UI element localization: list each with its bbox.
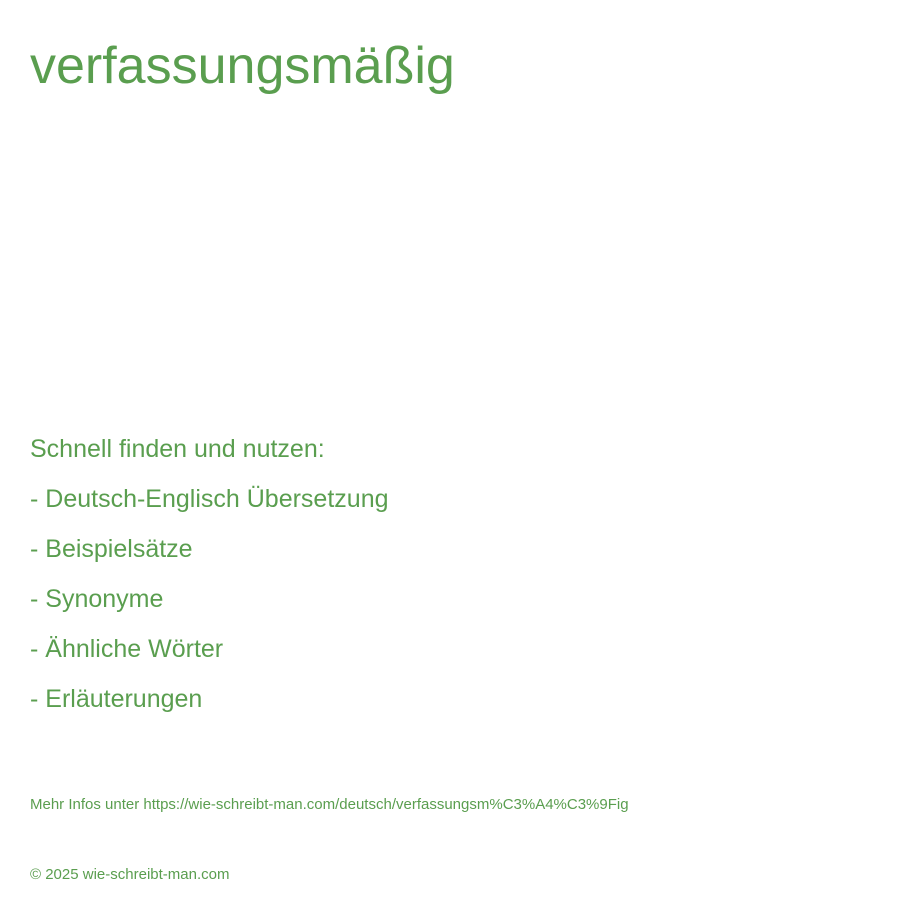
- page-title: verfassungsmäßig: [30, 37, 455, 95]
- more-info-text: Mehr Infos unter https://wie-schreibt-man.com/deutsch/verfassungsm%C3%A4%C3%9Fig: [30, 796, 629, 813]
- feature-item-example-sentences: - Beispielsätze: [30, 535, 193, 563]
- feature-list-heading: Schnell finden und nutzen:: [30, 435, 325, 463]
- feature-item-translation: - Deutsch-Englisch Übersetzung: [30, 485, 389, 513]
- footer-copyright: © 2025 wie-schreibt-man.com: [30, 866, 230, 883]
- feature-item-similar-words: - Ähnliche Wörter: [30, 635, 224, 663]
- feature-item-synonyms: - Synonyme: [30, 585, 164, 613]
- feature-item-explanations: - Erläuterungen: [30, 685, 203, 713]
- feature-list: [30, 424, 389, 724]
